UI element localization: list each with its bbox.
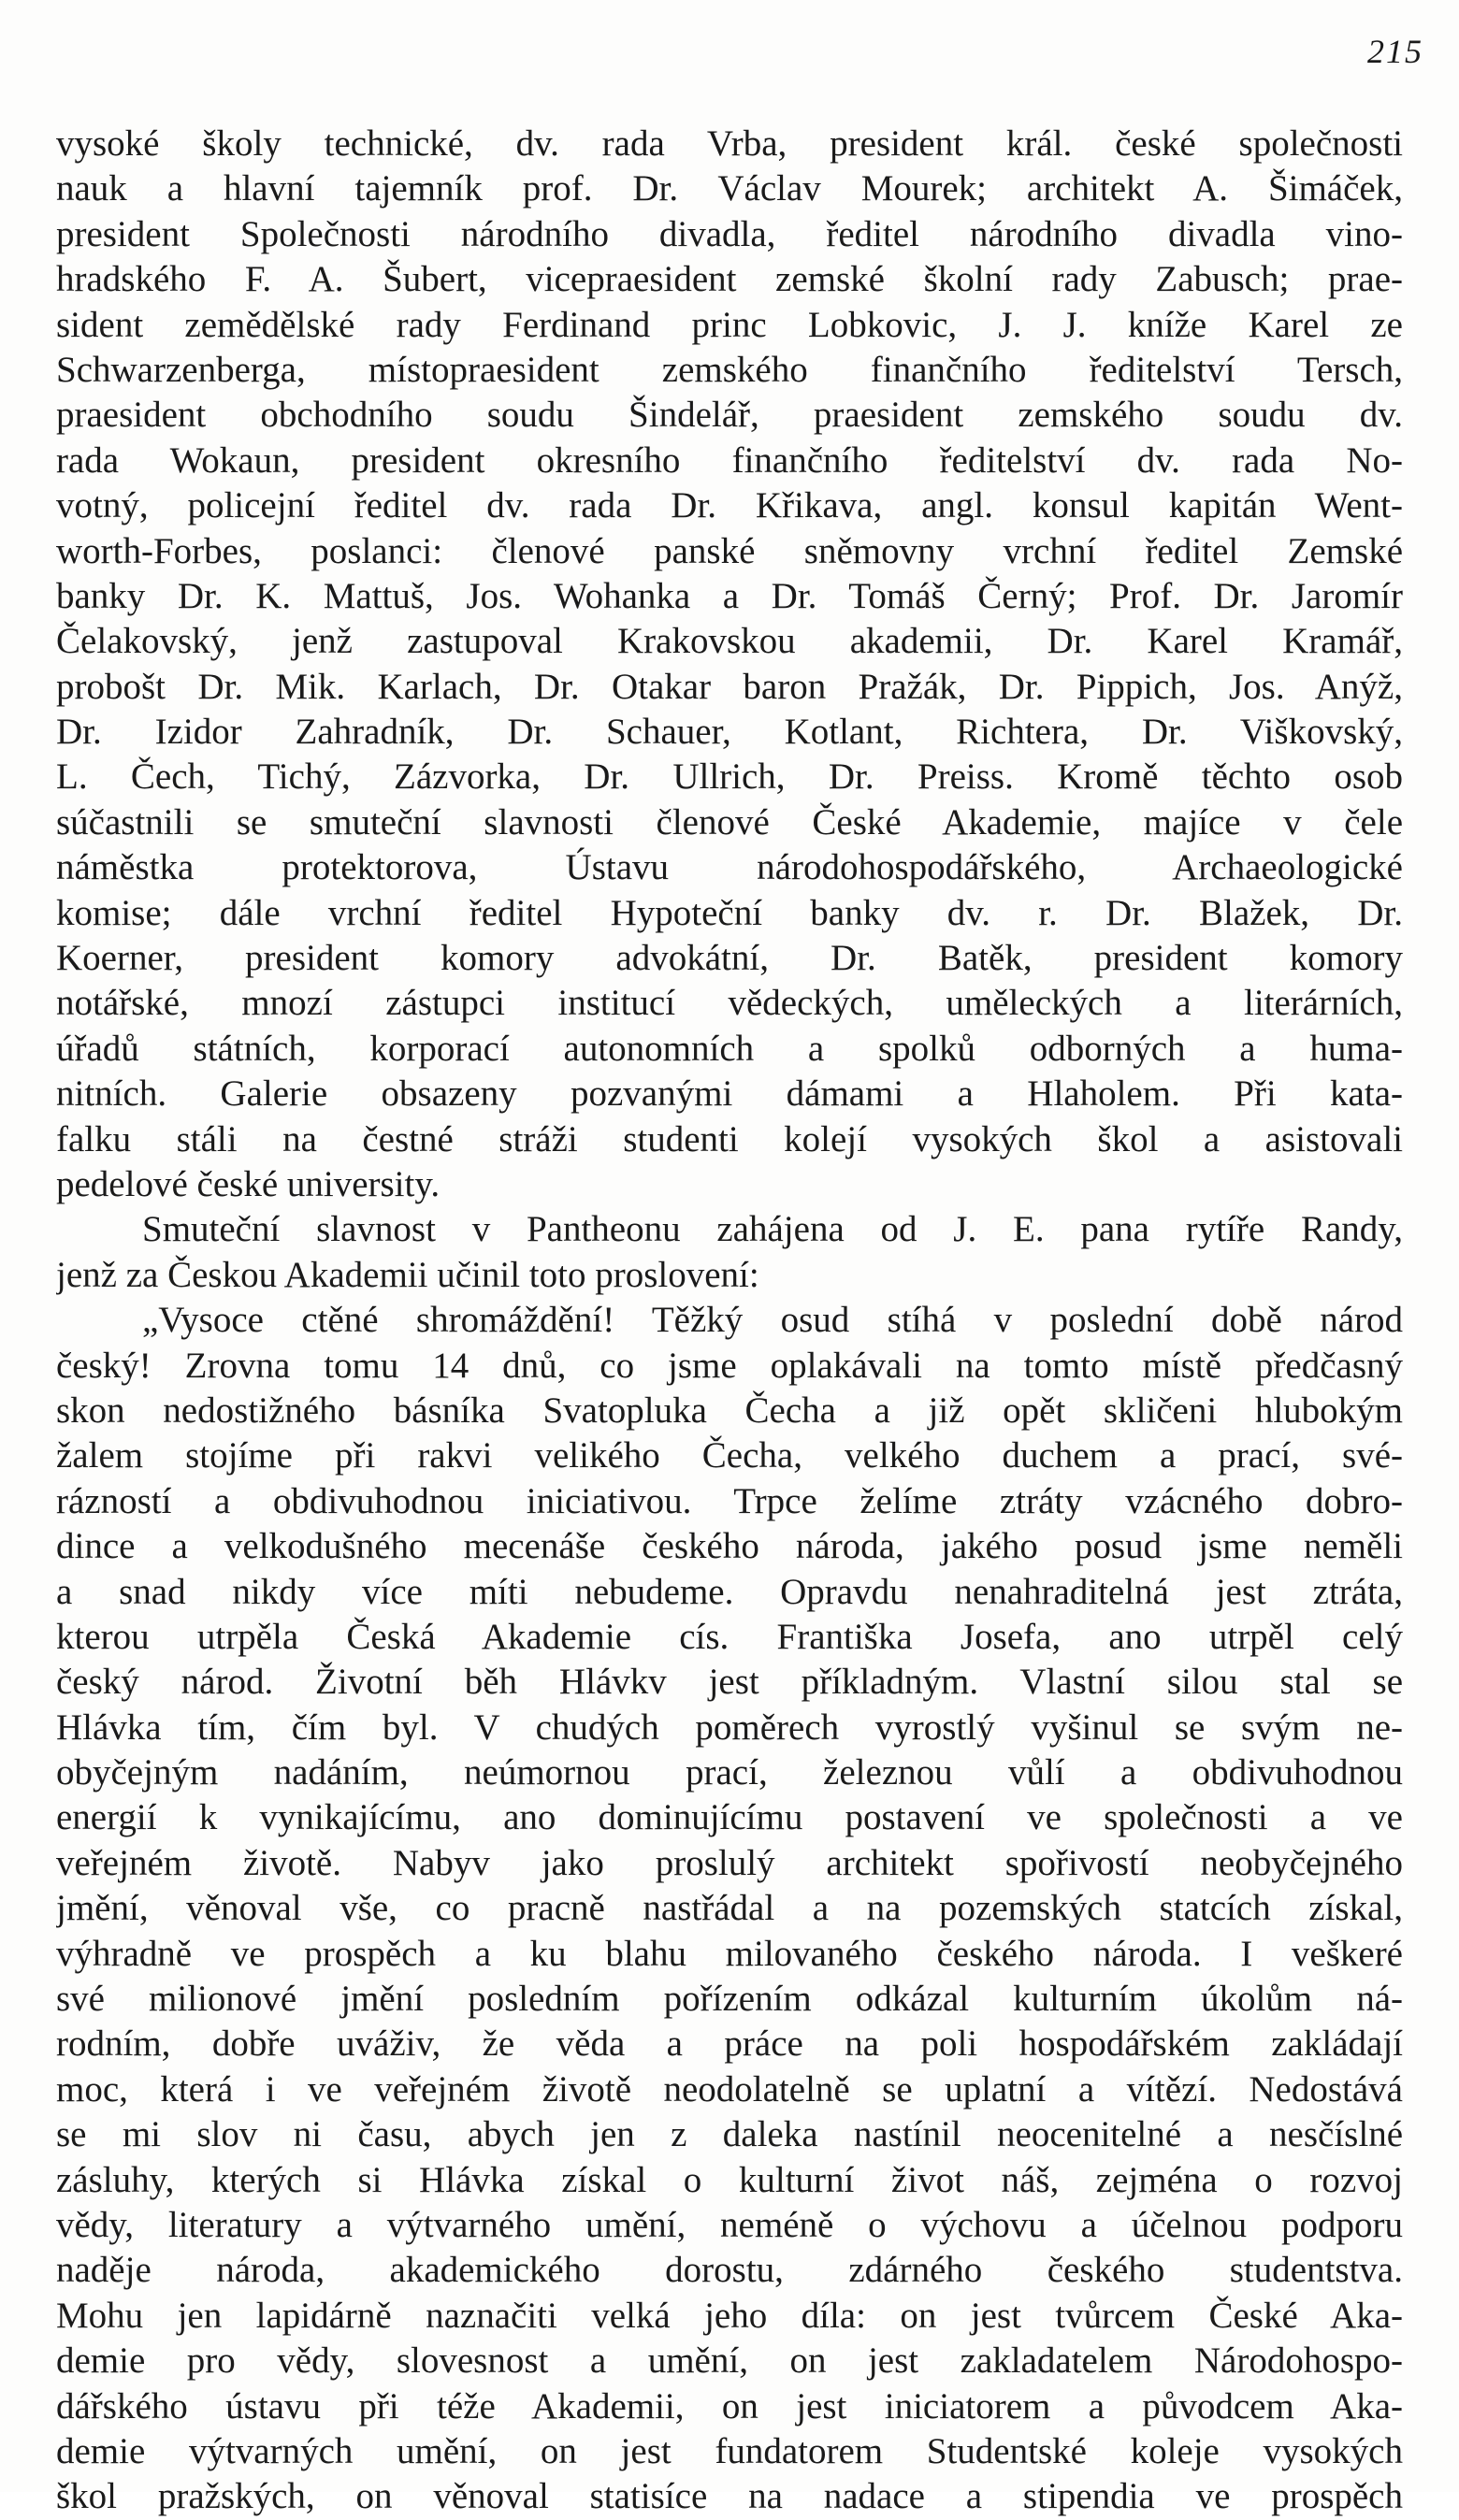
text-line: dince a velkodušného mecenáše českého národa, jakého posud jsme neměli: [56, 1526, 1403, 1567]
text-line: vědy, literatury a výtvarného umění, neméně o výchovu a účelnou podporu: [56, 2204, 1403, 2245]
text-line: naděje národa, akademického dorostu, zdárného českého studentstva.: [56, 2250, 1403, 2291]
text-line: zásluhy, kterých si Hlávka získal o kulturní život náš, zejména o rozvoj: [56, 2159, 1403, 2200]
text-line: „Vysoce ctěné shromáždění! Těžký osud stíhá v poslední době národ: [142, 1300, 1403, 1341]
text-line: škol pražských, on věnoval statisíce na nadace a stipendia ve prospěch: [56, 2476, 1403, 2517]
text-line: dářského ústavu při téže Akademii, on jest iniciatorem a původcem Aka-: [56, 2385, 1403, 2426]
text-line: Schwarzenberga, místopraesident zemského finančního ředitelství Tersch,: [56, 349, 1403, 390]
text-line: pedelové české university.: [56, 1163, 441, 1204]
text-line: kterou utrpěla Česká Akademie cís. Františka Josefa, ano utrpěl celý: [56, 1616, 1403, 1657]
text-line: president Společnosti národního divadla, ředitel národního divadla vino-: [56, 213, 1403, 254]
text-line: se mi slov ni času, abych jen z daleka nastínil neocenitelné a nesčíslné: [56, 2114, 1403, 2155]
text-line: demie pro vědy, slovesnost a umění, on jest zakladatelem Národohospo-: [56, 2340, 1403, 2382]
text-line: hradského F. A. Šubert, vicepraesident zemské školní rady Zabusch; prae-: [56, 259, 1403, 300]
text-line: banky Dr. K. Mattuš, Jos. Wohanka a Dr. Tomáš Černý; Prof. Dr. Jaromír: [56, 575, 1403, 616]
text-line: nauk a hlavní tajemník prof. Dr. Václav Mourek; architekt A. Šimáček,: [56, 168, 1403, 209]
body-text: [56, 122, 1403, 2520]
text-line: úřadů státních, korporací autonomních a spolků odborných a huma-: [56, 1028, 1403, 1069]
text-line: obyčejným nadáním, neúmornou prací, železnou vůlí a obdivuhodnou: [56, 1752, 1403, 1793]
text-line: Dr. Izidor Zahradník, Dr. Schauer, Kotlant, Richtera, Dr. Viškovský,: [56, 712, 1403, 753]
page-number: 215: [1367, 33, 1423, 70]
text-line: votný, policejní ředitel dv. rada Dr. Křikava, angl. konsul kapitán Went-: [56, 485, 1403, 526]
text-line: náměstka protektorova, Ústavu národohospodářského, Archaeologické: [56, 847, 1403, 888]
text-line: skon nedostižného básníka Svatopluka Čecha a již opět skličeni hlubokým: [56, 1390, 1403, 1431]
text-line: nitních. Galerie obsazeny pozvanými dámami a Hlaholem. Při kata-: [56, 1073, 1403, 1115]
text-line: své milionové jmění posledním pořízením odkázal kulturním úkolům ná-: [56, 1979, 1403, 2020]
text-line: Smuteční slavnost v Pantheonu zahájena od J. E. pana rytíře Randy,: [142, 1209, 1403, 1250]
text-line: notářské, mnozí zástupci institucí vědeckých, uměleckých a literárních,: [56, 983, 1403, 1024]
text-line: sident zemědělské rady Ferdinand princ Lobkovic, J. J. kníže Karel ze: [56, 304, 1403, 345]
text-line: energií k vynikajícímu, ano dominujícímu postavení ve společnosti a ve: [56, 1797, 1403, 1838]
text-line: súčastnili se smuteční slavnosti členové České Akademie, majíce v čele: [56, 801, 1403, 842]
text-line: jenž za Českou Akademii učinil toto proslovení:: [56, 1254, 759, 1295]
text-line: a snad nikdy více míti nebudeme. Opravdu nenahraditelná jest ztráta,: [56, 1571, 1403, 1612]
text-line: L. Čech, Tichý, Zázvorka, Dr. Ullrich, Dr. Preiss. Kromě těchto osob: [56, 756, 1403, 798]
text-line: vysoké školy technické, dv. rada Vrba, president král. české společnosti: [56, 123, 1403, 164]
text-line: demie výtvarných umění, on jest fundatorem Studentské koleje vysokých: [56, 2430, 1403, 2471]
text-line: výhradně ve prospěch a ku blahu milovaného českého národa. I veškeré: [56, 1933, 1403, 1974]
text-line: praesident obchodního soudu Šindelář, praesident zemského soudu dv.: [56, 395, 1403, 436]
text-line: rázností a obdivuhodnou iniciativou. Trpce želíme ztráty vzácného dobro-: [56, 1480, 1403, 1521]
text-line: Koerner, president komory advokátní, Dr. Batěk, president komory: [56, 938, 1403, 979]
text-line: český! Zrovna tomu 14 dnů, co jsme oplakávali na tomto místě předčasný: [56, 1345, 1403, 1386]
text-line: rodním, dobře uváživ, že věda a práce na poli hospodářském zakládají: [56, 2023, 1403, 2065]
text-line: komise; dále vrchní ředitel Hypoteční banky dv. r. Dr. Blažek, Dr.: [56, 892, 1403, 933]
text-line: falku stáli na čestné stráži studenti kolejí vysokých škol a asistovali: [56, 1118, 1403, 1159]
text-line: rada Wokaun, president okresního finančního ředitelství dv. rada No-: [56, 439, 1403, 481]
text-line: moc, která i ve veřejném životě neodolatelně se uplatní a vítězí. Nedostává: [56, 2068, 1403, 2110]
text-line: Čelakovský, jenž zastupoval Krakovskou akademii, Dr. Karel Kramář,: [56, 621, 1403, 662]
text-line: veřejném životě. Nabyv jako proslulý architekt spořivostí neobyčejného: [56, 1842, 1403, 1883]
text-line: probošt Dr. Mik. Karlach, Dr. Otakar baron Pražák, Dr. Pippich, Jos. Anýž,: [56, 666, 1403, 707]
text-line: worth-Forbes, poslanci: členové panské sněmovny vrchní ředitel Zemské: [56, 530, 1403, 571]
text-line: jmění, věnoval vše, co pracně nastřádal a na pozemských statcích získal,: [56, 1888, 1403, 1929]
text-line: Hlávka tím, čím byl. V chudých poměrech vyrostlý vyšinul se svým ne-: [56, 1706, 1403, 1748]
text-line: český národ. Životní běh Hlávkv jest příkladným. Vlastní silou stal se: [56, 1662, 1403, 1703]
text-line: Mohu jen lapidárně naznačiti velká jeho díla: on jest tvůrcem České Aka-: [56, 2295, 1403, 2336]
text-line: žalem stojíme při rakvi velikého Čecha, velkého duchem a prací, své-: [56, 1435, 1403, 1476]
